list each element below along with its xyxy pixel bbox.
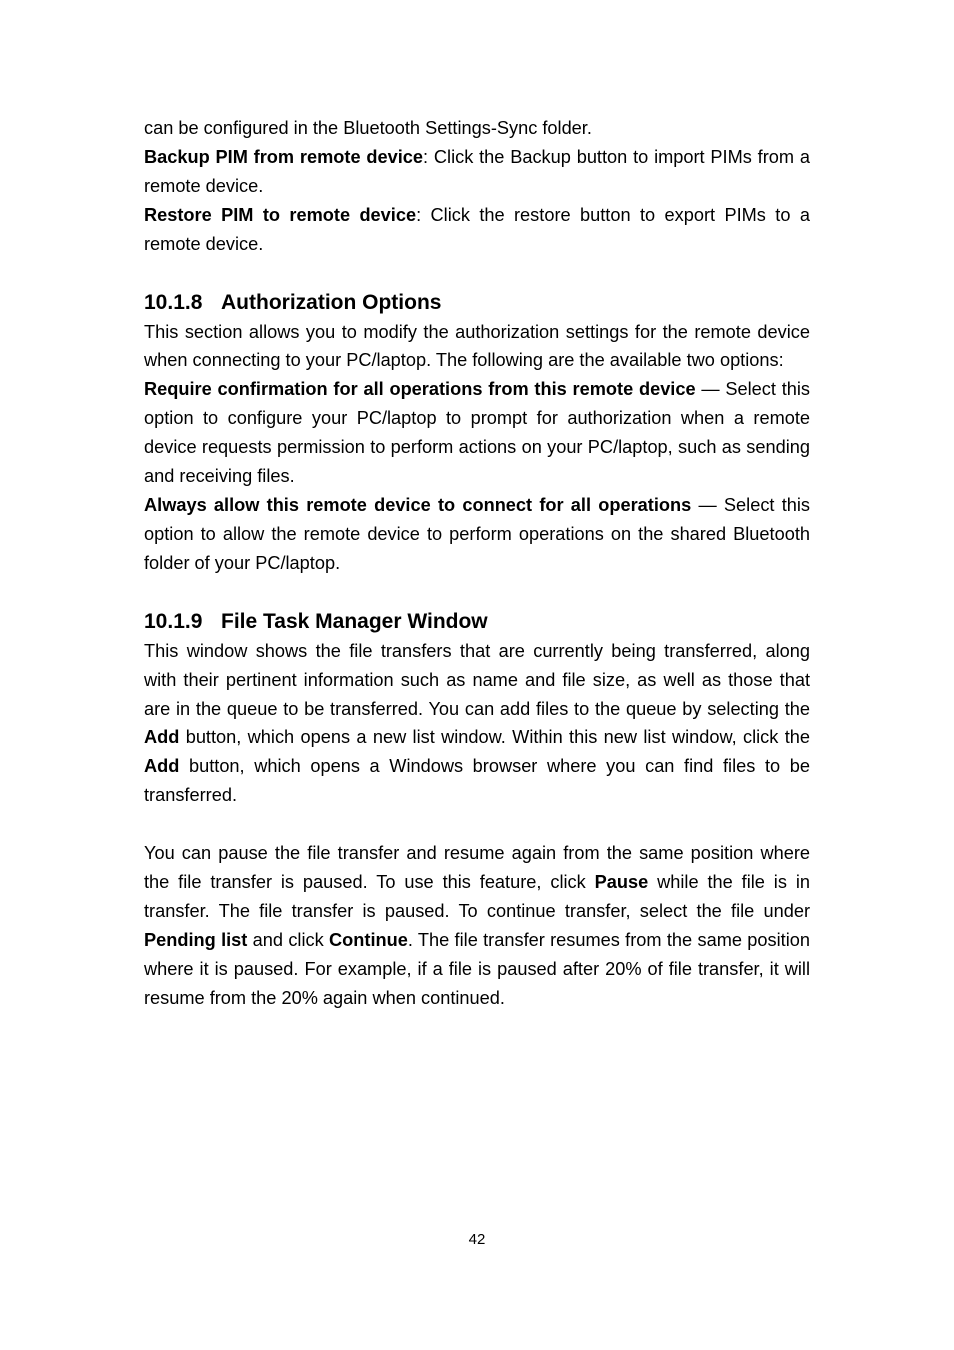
authorization-intro-text: This section allows you to modify the authorization settings for the remote device when connecting to your PC/laptop. The following are the available two options: xyxy=(144,321,810,371)
text-run: and click xyxy=(247,929,330,950)
section-heading-file-task-manager xyxy=(144,607,810,637)
pause-resume-paragraph xyxy=(144,839,810,1012)
text-run: while the file is in transfer. The file transfer is paused. To continue transfer, select the file under xyxy=(144,871,810,921)
require-confirmation-paragraph xyxy=(144,375,810,491)
text-run: . The file transfer resumes from the same position where it is paused. For example, if a file is paused after 20% of file transfer, it will resume from the 20% again when continued. xyxy=(144,929,810,1008)
intro-paragraph xyxy=(144,114,810,143)
authorization-intro-paragraph xyxy=(144,318,810,376)
restore-pim-paragraph xyxy=(144,201,810,259)
backup-pim-paragraph xyxy=(144,143,810,201)
backup-pim-term: Backup PIM from remote device xyxy=(144,146,424,167)
require-confirmation-term: Require confirmation for all operations from this remote device xyxy=(144,379,696,400)
section-title: File Task Manager Window xyxy=(221,609,488,633)
page-number: 42 xyxy=(468,1231,486,1248)
require-confirmation-text: — Select this option to configure your PC/laptop to prompt for authorization when a remote device requests permission to perform actions on your PC/laptop, such as sending and receiving files. xyxy=(144,379,811,487)
pause-term: Pause xyxy=(594,871,649,892)
intro-text: can be configured in the Bluetooth Settings-Sync folder. xyxy=(144,118,592,138)
text-run: button, which opens a Windows browser where you can find files to be transferred. xyxy=(144,756,810,806)
always-allow-text: — Select this option to allow the remote device to perform operations on the shared Bluetooth folder of your PC/laptop. xyxy=(144,494,811,573)
pending-list-term: Pending list xyxy=(144,929,248,950)
text-run: This window shows the file transfers that are currently being transferred, along with their pertinent information such as name and file size, as well as those that are in the queue to be transferred. You can add files to the queue by selecting the xyxy=(144,640,810,719)
text-run: You can pause the file transfer and resume again from the same position where the file transfer is paused. To use this feature, click xyxy=(144,843,810,892)
always-allow-term: Always allow this remote device to connect for all operations xyxy=(144,494,692,515)
add-term: Add xyxy=(144,727,180,748)
page-content xyxy=(144,114,810,1012)
add-term: Add xyxy=(144,756,180,777)
text-run: button, which opens a new list window. Within this new list window, click the xyxy=(179,727,810,748)
section-title: Authorization Options xyxy=(221,290,442,314)
restore-pim-term: Restore PIM to remote device xyxy=(144,204,417,225)
backup-pim-text: : Click the Backup button to import PIMs from a remote device. xyxy=(144,146,810,196)
always-allow-paragraph xyxy=(144,491,810,578)
file-task-manager-paragraph xyxy=(144,637,810,810)
section-number: 10.1.9 xyxy=(144,609,203,633)
continue-term: Continue xyxy=(329,929,408,950)
restore-pim-text: : Click the restore button to export PIMs to a remote device. xyxy=(144,204,810,254)
section-heading-authorization xyxy=(144,288,810,318)
section-number: 10.1.8 xyxy=(144,290,203,314)
